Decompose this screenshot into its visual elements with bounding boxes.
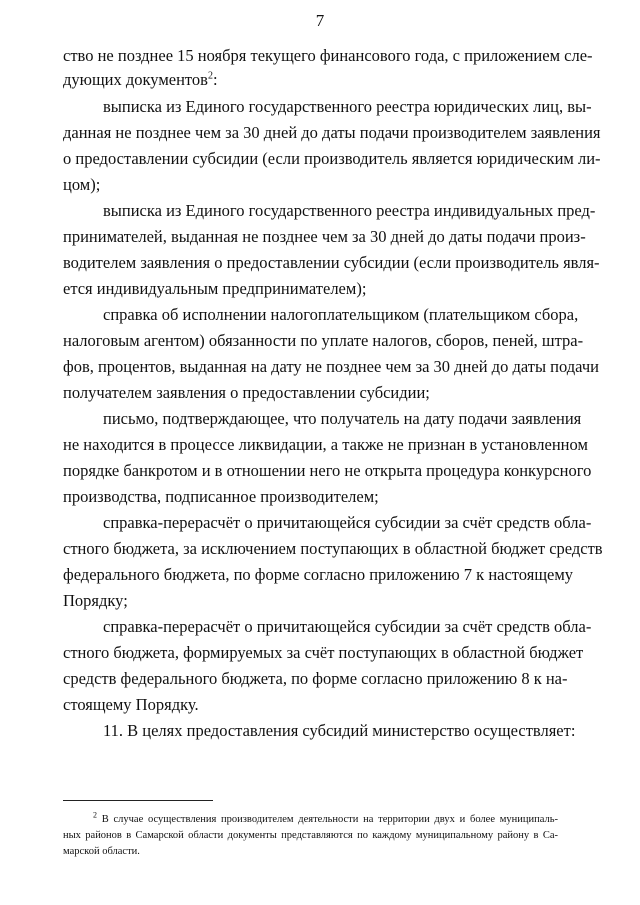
footnote-separator [63, 800, 213, 801]
text-line: справка-перерасчёт о причитающейся субсидии за счёт средств обла- [103, 617, 592, 636]
text-line: цом); [63, 175, 101, 194]
text-line: выписка из Единого государственного реестра индивидуальных пред- [103, 201, 596, 220]
text-line: стоящему Порядку. [63, 695, 199, 714]
footnote-line: ных районов в Самарской области документы представляются по каждому муниципальному району в Са- [63, 830, 558, 841]
text-line: стного бюджета, за исключением поступающих в областной бюджет средств [63, 539, 603, 558]
footnote-text: В случае осуществления производителем деятельности на территории двух и более муниципаль- [97, 814, 558, 825]
text-line: письмо, подтверждающее, что получатель на дату подачи заявления [103, 409, 582, 428]
text-line: справка-перерасчёт о причитающейся субсидии за счёт средств обла- [103, 513, 592, 532]
text-line: стного бюджета, формируемых за счёт поступающих в областной бюджет [63, 643, 584, 662]
text-line: ство не позднее 15 ноября текущего финансового года, с приложением сле- [63, 46, 593, 65]
footnote-marker: 2 [93, 810, 97, 820]
text-line: принимателей, выданная не позднее чем за 30 дней до даты подачи произ- [63, 227, 586, 246]
text-line: порядке банкротом и в отношении него не открыта процедура конкурсного [63, 461, 592, 480]
footnote-line [93, 810, 558, 827]
text-line: не находится в процессе ликвидации, а также не признан в установленном [63, 435, 588, 454]
page-number: 7 [315, 11, 325, 30]
text-line: ется индивидуальным предпринимателем); [63, 279, 367, 298]
footnote-reference[interactable]: 2 [207, 70, 213, 82]
text-line: получателем заявления о предоставлении субсидии; [63, 383, 430, 402]
text-line: данная не позднее чем за 30 дней до даты подачи производителем заявления [63, 123, 601, 142]
text-line: водителем заявления о предоставлении субсидии (если производитель явля- [63, 253, 600, 272]
footnote-line: марской области. [63, 846, 140, 857]
text-line: Порядку; [63, 591, 128, 610]
text-line: федерального бюджета, по форме согласно приложению 7 к настоящему [63, 565, 574, 584]
text-line: средств федерального бюджета, по форме согласно приложению 8 к на- [63, 669, 568, 688]
text-line: 11. В целях предоставления субсидий министерство осуществляет: [103, 721, 576, 740]
text-line: налоговым агентом) обязанности по уплате налогов, сборов, пеней, штра- [63, 331, 584, 350]
text-line: производства, подписанное производителем; [63, 487, 379, 506]
text-line: о предоставлении субсидии (если производитель является юридическим ли- [63, 149, 601, 168]
text-line: выписка из Единого государственного реестра юридических лиц, вы- [103, 97, 592, 116]
text-line: фов, процентов, выданная на дату не позднее чем за 30 дней до даты подачи [63, 357, 599, 376]
text-line-punct: : [212, 70, 218, 89]
text-line-content: дующих документов [63, 70, 208, 89]
text-line [63, 70, 558, 90]
text-line: справка об исполнении налогоплательщиком (плательщиком сбора, [103, 305, 579, 324]
